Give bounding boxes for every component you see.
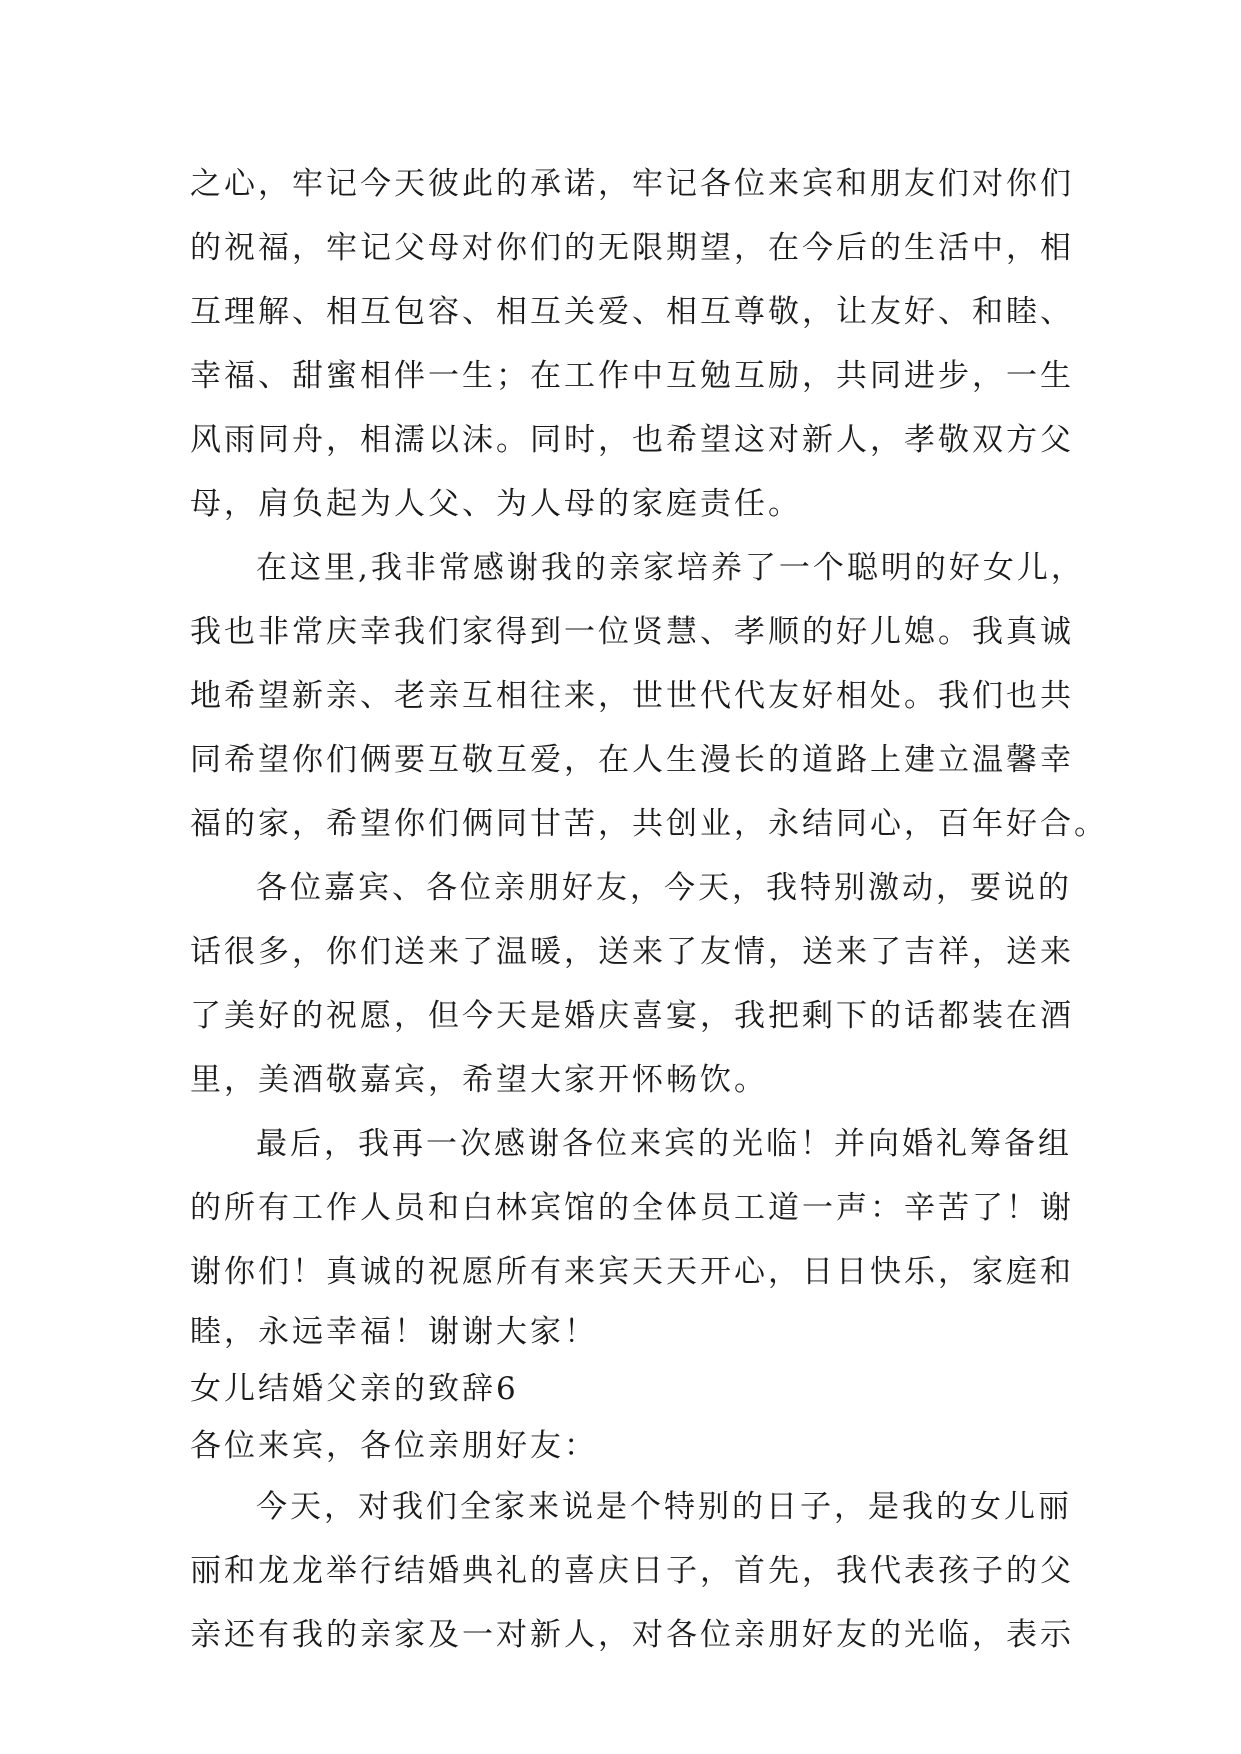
text-line: 同希望你们俩要互敬互爱，在人生漫长的道路上建立温馨幸 bbox=[190, 742, 1074, 778]
text-line: 幸福、甜蜜相伴一生；在工作中互勉互励，共同进步，一生 bbox=[190, 358, 1074, 394]
text-line: 之心，牢记今天彼此的承诺，牢记各位来宾和朋友们对你们 bbox=[190, 166, 1074, 202]
text-line: 风雨同舟，相濡以沫。同时，也希望这对新人，孝敬双方父 bbox=[190, 422, 1074, 458]
paragraph-first-line: 今天，对我们全家来说是个特别的日子，是我的女儿丽 bbox=[256, 1489, 1072, 1525]
text-line: 了美好的祝愿，但今天是婚庆喜宴，我把剩下的话都装在酒 bbox=[190, 998, 1074, 1034]
text-line: 丽和龙龙举行结婚典礼的喜庆日子，首先，我代表孩子的父 bbox=[190, 1553, 1074, 1589]
text-line: 谢你们！真诚的祝愿所有来宾天天开心，日日快乐，家庭和 bbox=[190, 1254, 1074, 1290]
text-line: 的所有工作人员和白林宾馆的全体员工道一声：辛苦了！谢 bbox=[190, 1190, 1074, 1226]
text-line: 话很多，你们送来了温暖，送来了友情，送来了吉祥，送来 bbox=[190, 934, 1074, 970]
paragraph-first-line: 最后，我再一次感谢各位来宾的光临！并向婚礼筹备组 bbox=[256, 1126, 1072, 1162]
text-line: 亲还有我的亲家及一对新人，对各位亲朋好友的光临，表示 bbox=[190, 1617, 1074, 1653]
text-line: 互理解、相互包容、相互关爱、相互尊敬，让友好、和睦、 bbox=[190, 294, 1074, 330]
paragraph-first-line: 各位嘉宾、各位亲朋好友，今天，我特别激动，要说的 bbox=[256, 870, 1072, 906]
section-title: 女儿结婚父亲的致辞6 bbox=[190, 1371, 519, 1407]
salutation: 各位来宾，各位亲朋好友： bbox=[190, 1428, 598, 1464]
text-line: 睦，永远幸福！谢谢大家！ bbox=[190, 1314, 598, 1350]
text-line: 里，美酒敬嘉宾，希望大家开怀畅饮。 bbox=[190, 1062, 768, 1098]
document-body bbox=[190, 152, 1108, 1667]
text-line: 我也非常庆幸我们家得到一位贤慧、孝顺的好儿媳。我真诚 bbox=[190, 614, 1074, 650]
text-line: 地希望新亲、老亲互相往来，世世代代友好相处。我们也共 bbox=[190, 678, 1074, 714]
text-line: 母，肩负起为人父、为人母的家庭责任。 bbox=[190, 486, 802, 522]
text-line: 福的家，希望你们俩同甘苦，共创业，永结同心，百年好合。 bbox=[190, 806, 1108, 842]
paragraph-first-line: 在这里,我非常感谢我的亲家培养了一个聪明的好女儿， bbox=[256, 550, 1085, 586]
text-line: 的祝福，牢记父母对你们的无限期望，在今后的生活中，相 bbox=[190, 230, 1074, 266]
